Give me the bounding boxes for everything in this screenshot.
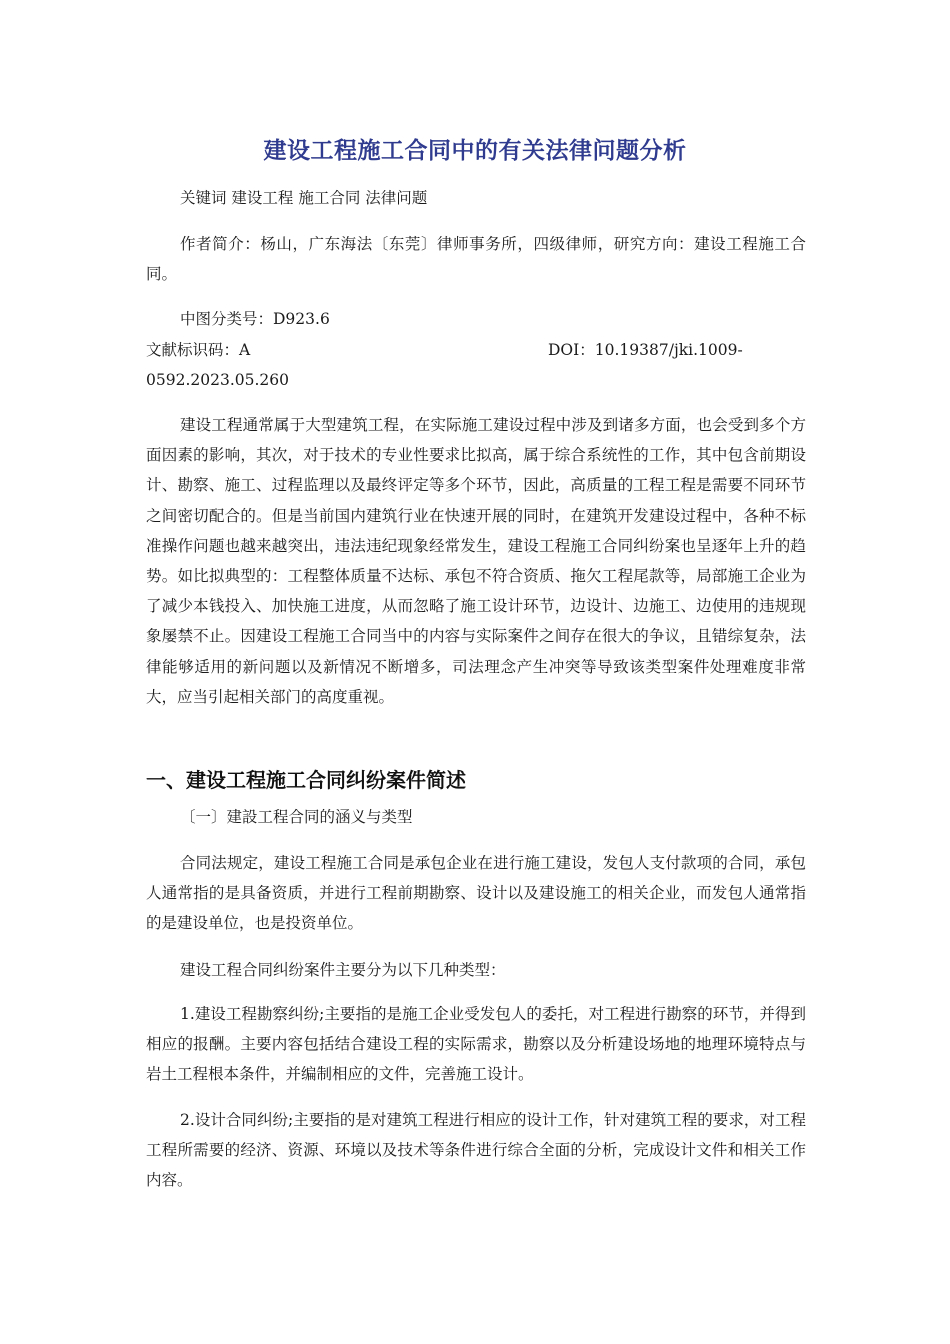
type-1-paragraph: 1.建设工程勘察纠纷;主要指的是施工企业受发包人的委托，对工程进行勘察的环节，并得到相应的报酬。主要内容包括结合建设工程的实际需求，勘察以及分析建设场地的地理环境特点与岩土工程根本条件，并编制相应的文件，完善施工设计。	[146, 1005, 806, 1084]
definition-paragraph: 合同法规定，建设工程施工合同是承包企业在进行施工建设，发包人支付款项的合同，承包人通常指的是具备资质，并进行工程前期勘察、设计以及建设施工的相关企业，而发包人通常指的是建设单位，也是投资单位。	[146, 854, 806, 933]
doi-part1: DOI：10.19387/jki.1009-	[548, 341, 743, 359]
type-2-paragraph: 2.设计合同纠纷;主要指的是对建筑工程进行相应的设计工作，针对建筑工程的要求，对工程工程所需要的经济、资源、环境以及技术等条件进行综合全面的分析，完成设计文件和相关工作内容。	[146, 1111, 806, 1190]
section-1-heading: 一、建设工程施工合同纠纷案件简述	[146, 768, 466, 792]
subsection-1-heading: 〔一〕建設工程合同的涵义与类型	[180, 808, 413, 826]
paper-title: 建设工程施工合同中的有关法律问题分析	[263, 138, 687, 164]
types-intro-paragraph: 建设工程合同纠纷案件主要分为以下几种类型：	[180, 961, 506, 979]
keywords-line: 关键词 建设工程 施工合同 法律问题	[180, 189, 428, 207]
document-code: 文献标识码：A	[146, 341, 251, 359]
intro-paragraph: 建设工程通常属于大型建筑工程，在实际施工建设过程中涉及到诸多方面，也会受到多个方面因素的影响，其次，对于技术的专业性要求比拟高，属于综合系统性的工作，其中包含前期设计、勘察、施工、过程监理以及最终评定等多个环节，因此，高质量的工程工程是需要不同环节之间密切配合的。但是当前国内建筑行业在快速开展的同时，在建筑开发建设过程中，各种不标准操作问题也越来越突出，违法违纪现象经常发生，建设工程施工合同纠纷案也呈逐年上升的趋势。如比拟典型的：工程整体质量不达标、承包不符合资质、拖欠工程尾款等，局部施工企业为了减少本钱投入、加快施工进度，从而忽略了施工设计环节，边设计、边施工、边使用的违规现象屡禁不止。因建设工程施工合同当中的内容与实际案件之间存在很大的争议，且错综复杂，法律能够适用的新问题以及新情况不断增多，司法理念产生冲突等导致该类型案件处理难度非常大，应当引起相关部门的高度重视。	[146, 416, 806, 706]
doi-part2: 0592.2023.05.260	[146, 371, 289, 389]
author-intro: 作者简介：杨山，广东海法〔东莞〕律师事务所，四级律师，研究方向：建设工程施工合同。	[146, 235, 806, 284]
clc-number: 中图分类号：D923.6	[180, 310, 330, 328]
